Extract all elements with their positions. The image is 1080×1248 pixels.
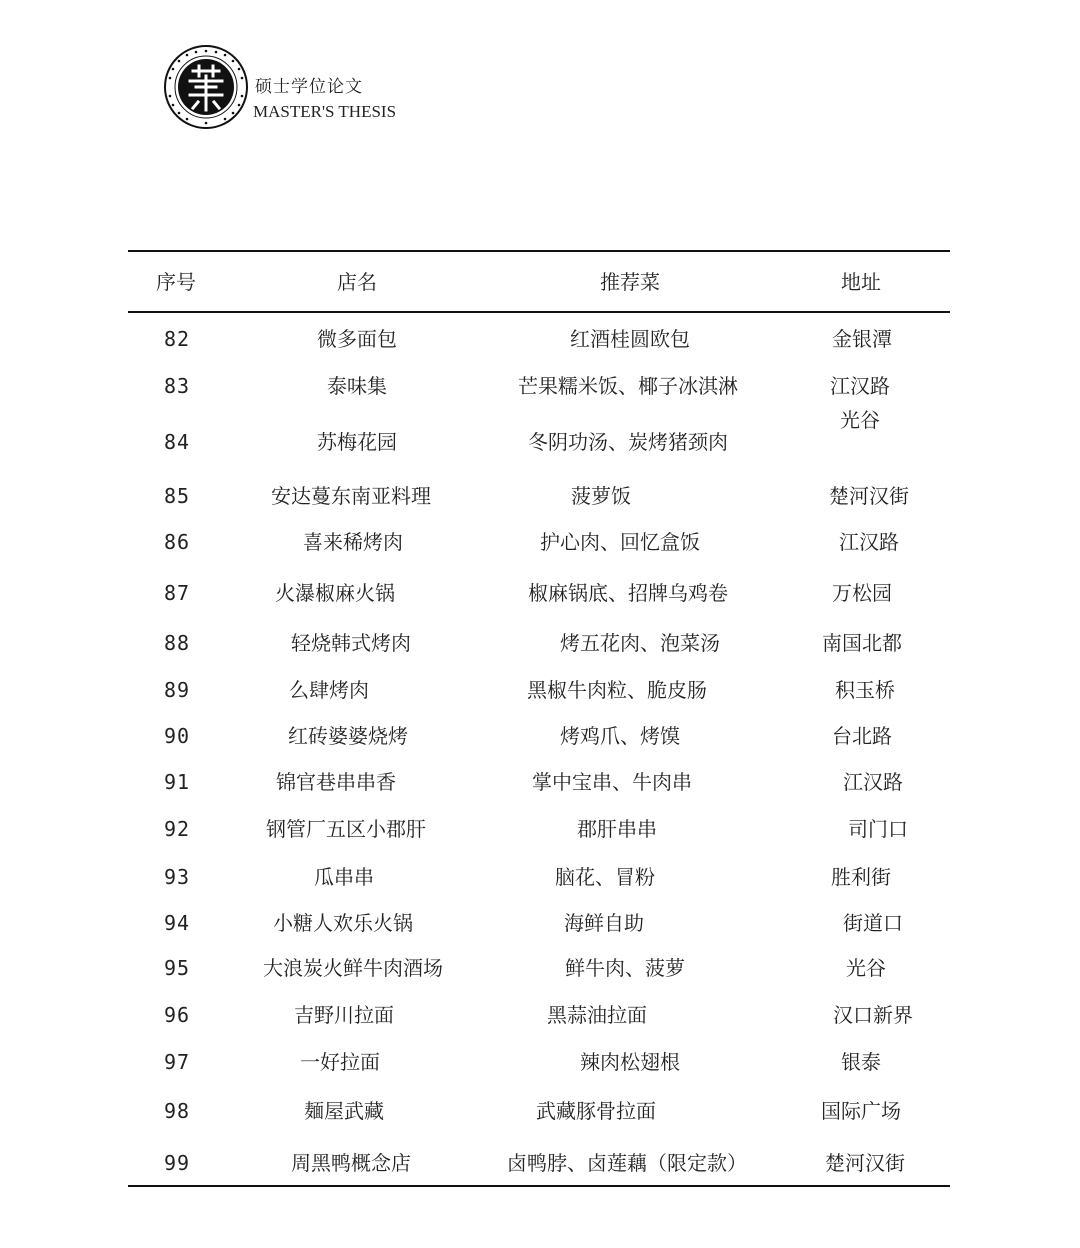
thesis-header [163,44,483,134]
row-recommended-dish: 辣肉松翅根 [580,1050,680,1074]
row-address: 楚河汉街 [825,1151,905,1175]
row-number: 95 [164,956,191,980]
row-shop-name: 大浪炭火鲜牛肉酒场 [263,956,443,980]
row-recommended-dish: 郡肝串串 [577,817,657,841]
row-recommended-dish: 鲜牛肉、菠萝 [565,956,685,980]
row-recommended-dish: 黑蒜油拉面 [547,1003,647,1027]
row-recommended-dish: 菠萝饭 [571,484,631,508]
row-shop-name: 周黑鸭概念店 [291,1151,411,1175]
row-recommended-dish: 芒果糯米饭、椰子冰淇淋 [518,374,738,398]
row-number: 96 [164,1003,191,1027]
row-shop-name: 钢管厂五区小郡肝 [266,817,426,841]
row-shop-name: 安达蔓东南亚料理 [271,484,431,508]
row-shop-name: 火瀑椒麻火锅 [275,581,395,605]
row-shop-name: 苏梅花园 [317,430,397,454]
row-number: 93 [164,865,191,889]
row-shop-name: 一好拉面 [300,1050,380,1074]
row-recommended-dish: 椒麻锅底、招牌乌鸡卷 [528,581,728,605]
row-address: 台北路 [832,724,892,748]
row-shop-name: 麺屋武藏 [304,1099,384,1123]
row-address: 国际广场 [821,1099,901,1123]
row-address: 南国北都 [822,631,902,655]
row-address: 汉口新界 [833,1003,913,1027]
row-shop-name: 瓜串串 [314,865,374,889]
table-bottom-rule [128,1185,950,1187]
row-address: 金银潭 [832,327,892,351]
row-number: 87 [164,581,191,605]
row-number: 83 [164,374,191,398]
row-number: 97 [164,1050,191,1074]
table-top-rule [128,250,950,252]
thesis-title-english: MASTER'S THESIS [253,102,397,121]
column-header-number: 序号 [156,270,196,294]
row-recommended-dish: 脑花、冒粉 [555,865,655,889]
row-number: 88 [164,631,191,655]
row-address: 江汉路 [843,770,903,794]
column-header-shop-name: 店名 [337,270,377,294]
row-recommended-dish: 掌中宝串、牛肉串 [532,770,692,794]
row-number: 89 [164,678,191,702]
row-shop-name: 轻烧韩式烤肉 [291,631,411,655]
row-shop-name: 么肆烤肉 [289,678,369,702]
row-number: 94 [164,911,191,935]
row-shop-name: 锦官巷串串香 [276,770,396,794]
row-recommended-dish: 卤鸭脖、卤莲藕（限定款） [507,1151,747,1175]
row-number: 85 [164,484,191,508]
row-number: 90 [164,724,191,748]
row-shop-name: 泰味集 [327,374,387,398]
row-address: 司门口 [848,817,908,841]
row-number: 99 [164,1151,191,1175]
column-header-recommended-dish: 推荐菜 [600,270,660,294]
row-address: 积玉桥 [835,678,895,702]
column-header-address: 地址 [841,270,881,294]
university-seal-logo [163,44,249,130]
row-address: 江汉路 [830,374,890,398]
row-recommended-dish: 海鲜自助 [564,911,644,935]
row-address: 光谷 [846,956,886,980]
thesis-title-chinese: 硕士学位论文 [255,77,363,97]
row-shop-name: 喜来稀烤肉 [303,530,403,554]
row-number: 86 [164,530,191,554]
row-number: 91 [164,770,191,794]
table-header-rule [128,311,950,313]
row-number: 82 [164,327,191,351]
row-address: 江汉路 [839,530,899,554]
row-address: 万松园 [832,581,892,605]
row-shop-name: 吉野川拉面 [294,1003,394,1027]
row-recommended-dish: 冬阴功汤、炭烤猪颈肉 [528,430,728,454]
row-address: 楚河汉街 [829,484,909,508]
row-address: 光谷 [840,408,880,432]
row-recommended-dish: 红酒桂圆欧包 [570,327,690,351]
row-address: 银泰 [841,1050,881,1074]
row-recommended-dish: 黑椒牛肉粒、脆皮肠 [527,678,707,702]
row-shop-name: 红砖婆婆烧烤 [288,724,408,748]
row-recommended-dish: 烤五花肉、泡菜汤 [560,631,720,655]
row-address: 胜利街 [831,865,891,889]
row-address: 街道口 [843,911,903,935]
row-shop-name: 微多面包 [317,327,397,351]
row-recommended-dish: 武藏豚骨拉面 [536,1099,656,1123]
row-recommended-dish: 护心肉、回忆盒饭 [540,530,700,554]
row-number: 92 [164,817,191,841]
row-number: 84 [164,430,191,454]
row-recommended-dish: 烤鸡爪、烤馍 [560,724,680,748]
row-number: 98 [164,1099,191,1123]
row-shop-name: 小糖人欢乐火锅 [273,911,413,935]
